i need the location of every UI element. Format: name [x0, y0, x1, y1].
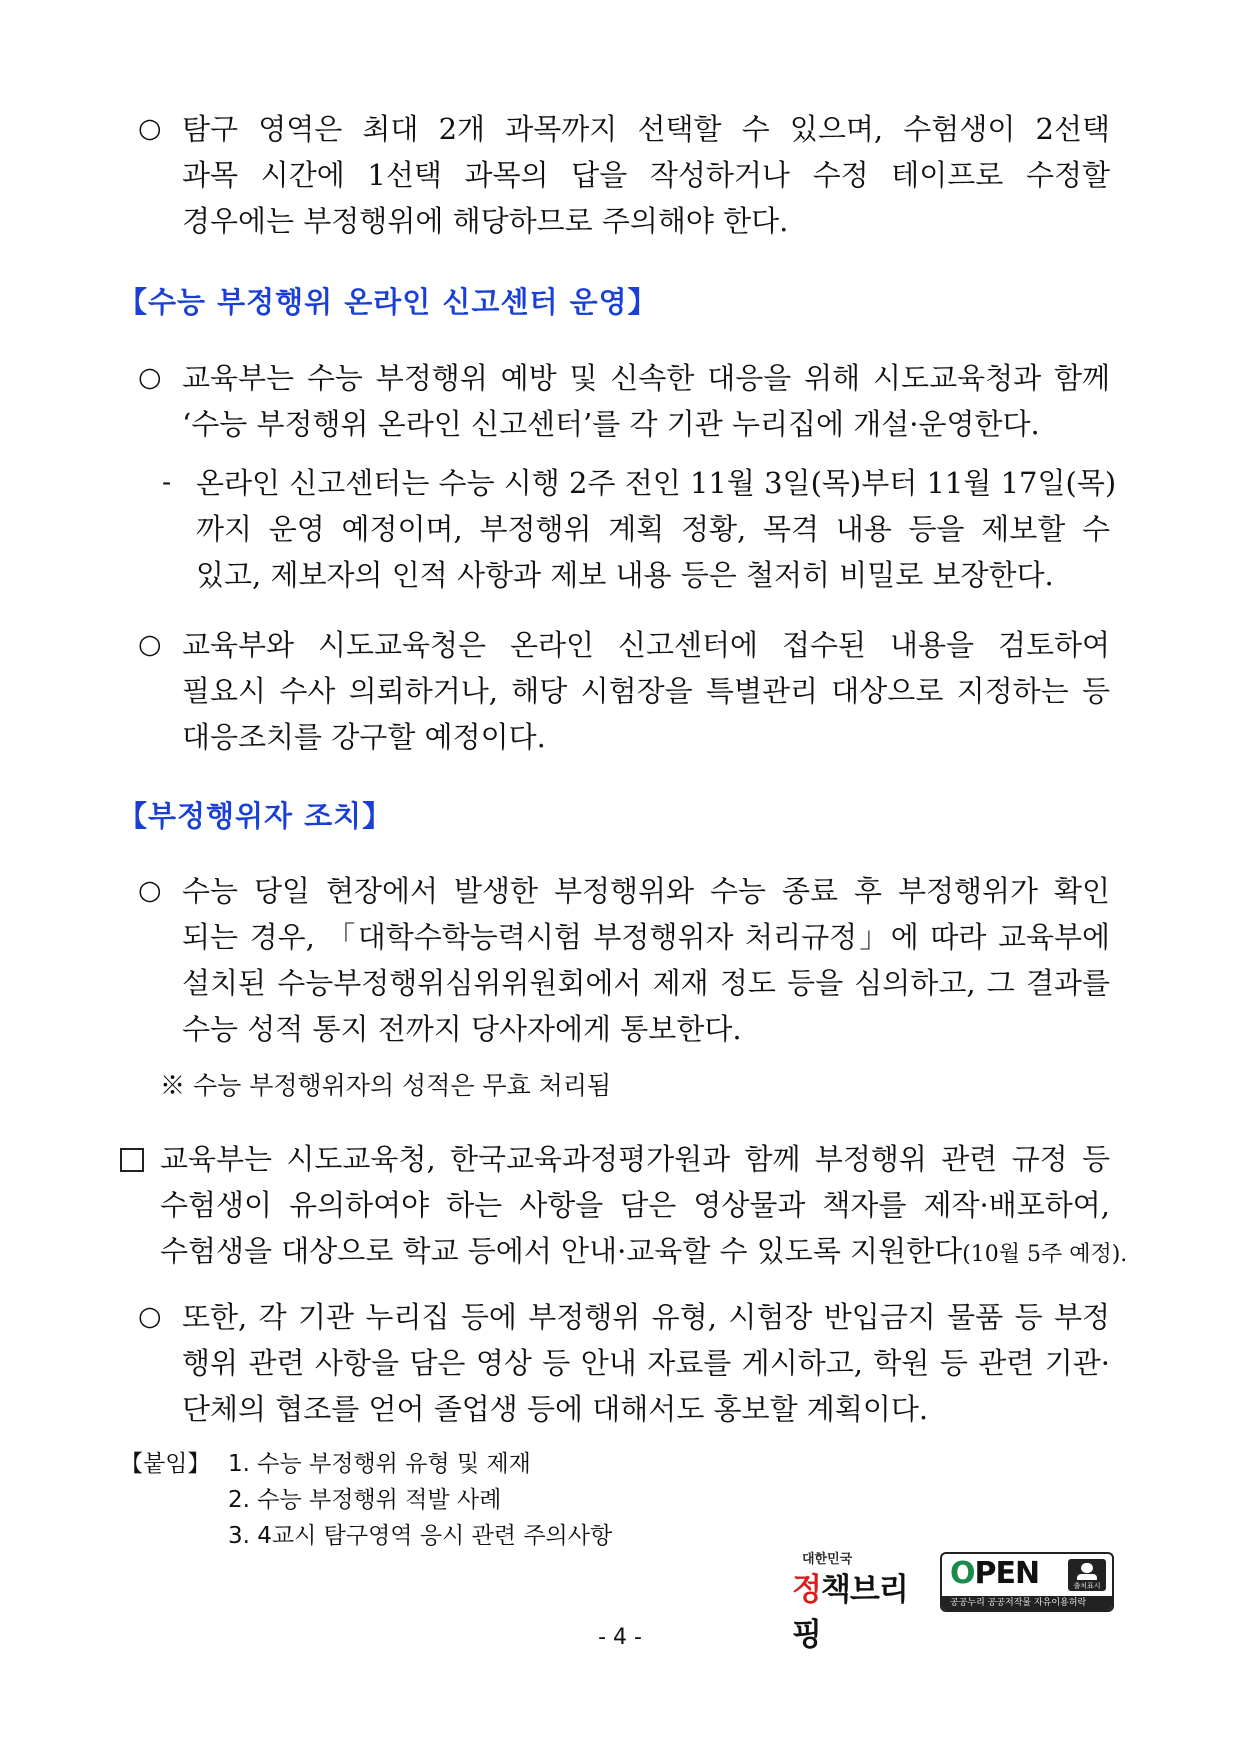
section-heading-misconduct-measures: 【부정행위자 조치】 [118, 799, 393, 833]
text-line: 경우에는 부정행위에 해당하므로 주의해야 한다. [182, 204, 789, 238]
text-line: 교육부는 시도교육청, 한국교육과정평가원과 함께 부정행위 관련 규정 등 [160, 1142, 1110, 1176]
text-line: 교육부는 수능 부정행위 예방 및 신속한 대응을 위해 시도교육청과 함께 [182, 361, 1110, 395]
text-line: 탐구 영역은 최대 2개 과목까지 선택할 수 있으며, 수험생이 2선택 [182, 112, 1110, 146]
paragraph-education-support [160, 1136, 1128, 1278]
text-line: ‘수능 부정행위 온라인 신고센터’를 각 기관 누리집에 개설·운영한다. [182, 407, 1040, 441]
attribution-icon [1068, 1559, 1106, 1591]
text-line [160, 1228, 1128, 1278]
policy-briefing-logo-accent: 정 [792, 1572, 821, 1608]
text-line: 필요시 수사 의뢰하거나, 해당 시험장을 특별관리 대상으로 지정하는 등 [182, 674, 1110, 708]
policy-briefing-logo-sub: 대한민국 [802, 1552, 853, 1567]
attachment-item: 1. 수능 부정행위 유형 및 제재 [228, 1451, 531, 1477]
text-line: 교육부와 시도교육청은 온라인 신고센터에 접수된 내용을 검토하여 [182, 628, 1110, 662]
bullet-circle: ○ [138, 1301, 162, 1332]
bullet-dash: - [162, 467, 172, 498]
text-line: 행위 관련 사항을 담은 영상 등 안내 자료를 게시하고, 학원 등 관련 기관· [182, 1346, 1110, 1380]
text-line: 과목 시간에 1선택 과목의 답을 작성하거나 수정 테이프로 수정할 [182, 158, 1110, 192]
bullet-circle: ○ [138, 113, 162, 144]
open-logo-text [950, 1556, 1039, 1591]
kogl-open-license-logo [940, 1552, 1114, 1612]
attachment-item: 2. 수능 부정행위 적발 사례 [228, 1487, 502, 1513]
text-line: 단체의 협조를 얻어 졸업생 등에 대해서도 홍보할 계획이다. [182, 1392, 929, 1426]
open-logo-strip [942, 1596, 1112, 1610]
attachments-list [228, 1446, 612, 1554]
paragraph-report-center-schedule [196, 460, 1117, 598]
text-line: 대응조치를 강구할 예정이다. [182, 720, 546, 754]
attachments-label: 【붙임】 [120, 1451, 211, 1477]
paragraph-report-review [182, 622, 1110, 760]
policy-briefing-logo-text: 책브리핑 [792, 1572, 908, 1653]
page-number: - 4 - [598, 1625, 642, 1650]
paragraph-promotion-plan [182, 1294, 1110, 1432]
text-line-main: 수험생을 대상으로 학교 등에서 안내·교육할 수 있도록 지원한다 [160, 1234, 963, 1268]
text-line: 수능 당일 현장에서 발생한 부정행위와 수능 종료 후 부정행위가 확인 [182, 874, 1110, 908]
paragraph-misconduct-handling [182, 868, 1110, 1052]
bullet-circle: ○ [138, 362, 162, 393]
bullet-circle: ○ [138, 629, 162, 660]
note-score-invalid: ※ 수능 부정행위자의 성적은 무효 처리됨 [160, 1071, 612, 1100]
text-line: 있고, 제보자의 인적 사항과 제보 내용 등은 철저히 비밀로 보장한다. [196, 558, 1054, 592]
paragraph-report-center-intro [182, 355, 1110, 447]
open-logo-strip-text: 공공누리 공공저작물 자유이용허락 [950, 1598, 1087, 1608]
text-line: 온라인 신고센터는 수능 시행 2주 전인 11월 3일(목)부터 11월 17일(목) [196, 466, 1117, 500]
text-line: 수험생이 유의하여야 하는 사항을 담은 영상물과 책자를 제작·배포하여, [160, 1188, 1110, 1222]
text-line: 또한, 각 기관 누리집 등에 부정행위 유형, 시험장 반입금지 물품 등 부정 [182, 1300, 1110, 1334]
attribution-label: 출처표시 [1073, 1582, 1101, 1590]
policy-briefing-logo [792, 1548, 932, 1653]
text-line: 까지 운영 예정이며, 부정행위 계획 정황, 목격 내용 등을 제보할 수 [196, 512, 1110, 546]
text-line: 되는 경우, 「대학수학능력시험 부정행위자 처리규정」에 따라 교육부에 [182, 920, 1110, 954]
paragraph-exploration-subjects [182, 106, 1110, 244]
section-heading-online-report-center: 【수능 부정행위 온라인 신고센터 운영】 [118, 285, 658, 319]
open-logo-o: O [950, 1556, 975, 1591]
bullet-circle: ○ [138, 875, 162, 906]
open-logo-pen: PEN [974, 1556, 1040, 1591]
text-line: 설치된 수능부정행위심위위원회에서 제재 정도 등을 심의하고, 그 결과를 [182, 966, 1110, 1000]
text-line: 수능 성적 통지 전까지 당사자에게 통보한다. [182, 1012, 742, 1046]
attachment-item: 3. 4교시 탐구영역 응시 관련 주의사항 [228, 1523, 613, 1549]
checkbox-square-bullet [120, 1148, 144, 1172]
schedule-note: (10월 5주 예정). [962, 1242, 1128, 1267]
